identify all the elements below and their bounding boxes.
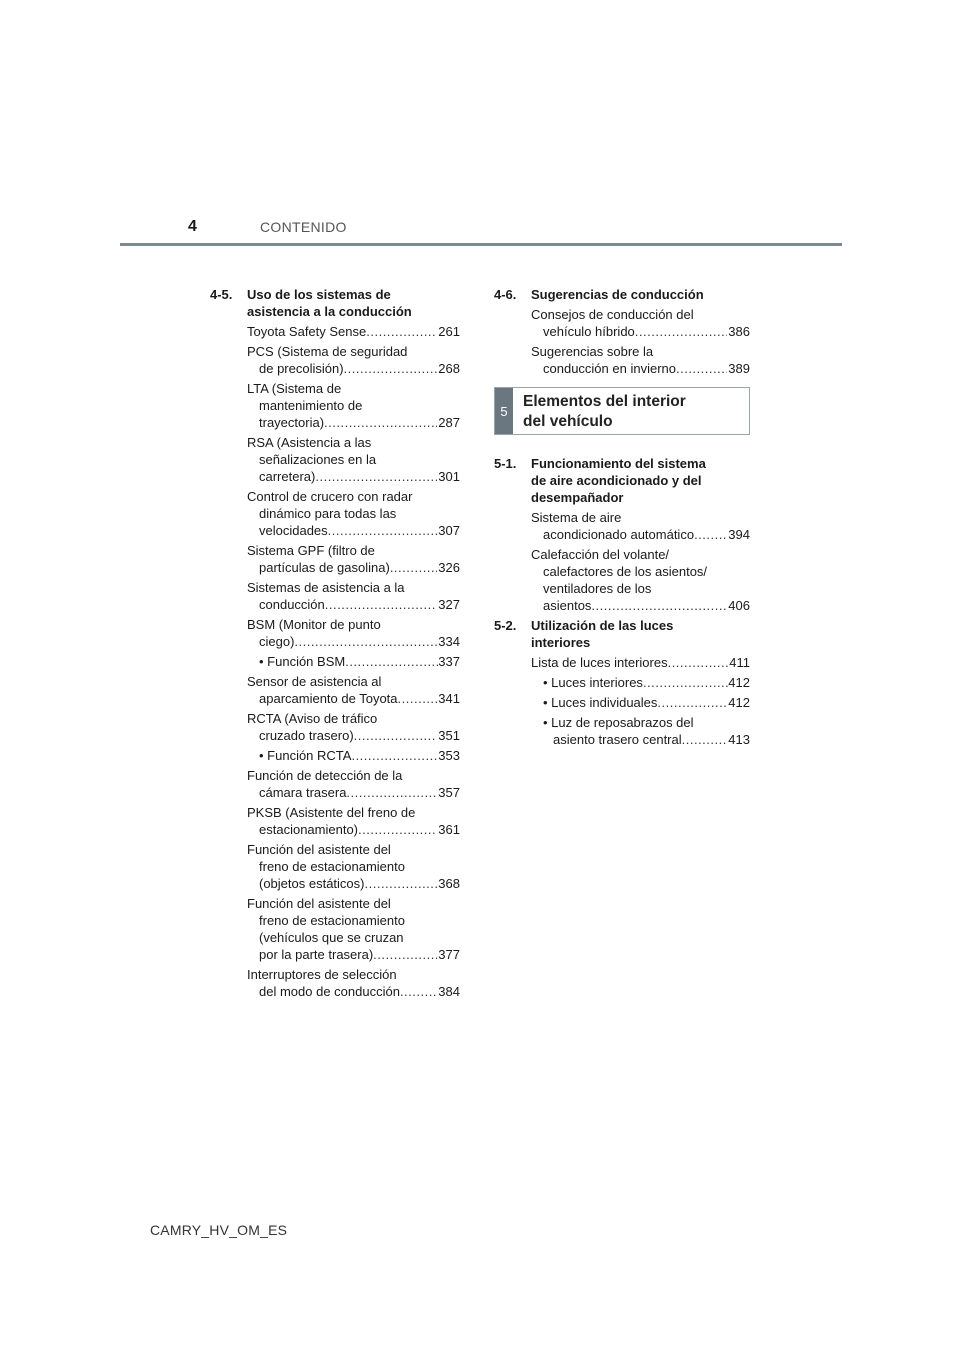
dot-leader — [668, 654, 729, 671]
page-ref: 406 — [728, 598, 750, 613]
dot-leader — [365, 875, 438, 892]
toc-entry-text: Sistema de aire — [531, 510, 622, 525]
page-ref: 412 — [728, 675, 750, 690]
toc-entry[interactable] — [210, 895, 460, 963]
toc-entry-text: de precolisión) — [259, 361, 344, 376]
toc-entry-text: BSM (Monitor de punto — [247, 617, 381, 632]
toc-entry[interactable] — [210, 841, 460, 892]
toc-entry-text: del modo de conducción — [259, 984, 400, 999]
dot-leader — [324, 414, 437, 431]
dot-leader — [346, 784, 437, 801]
section-heading[interactable]: 5-2. Utilización de las luces interiores — [494, 618, 674, 650]
toc-entry-text: RSA (Asistencia a las — [247, 435, 372, 450]
toc-entry-text: Sistemas de asistencia a la — [247, 580, 405, 595]
toc-entry[interactable] — [210, 380, 460, 431]
toc-entry-text: Función del asistente del — [247, 896, 391, 911]
page-ref: 341 — [438, 691, 460, 706]
toc-entry[interactable] — [210, 616, 460, 650]
toc-entry[interactable] — [210, 434, 460, 485]
dot-leader — [400, 983, 437, 1000]
toc-entry-text: (vehículos que se cruzan — [259, 930, 404, 945]
toc-entry-text: cámara trasera — [259, 785, 347, 800]
dot-leader — [294, 633, 437, 650]
page-ref: 412 — [728, 695, 750, 710]
toc-entry[interactable] — [494, 306, 750, 340]
dot-leader — [591, 597, 727, 614]
header-divider — [120, 243, 842, 246]
page-number: 4 — [188, 218, 197, 235]
toc-entry-text: dinámico para todas las — [259, 506, 397, 521]
toc-entry[interactable] — [494, 343, 750, 377]
toc-entry-text: RCTA (Aviso de tráfico — [247, 711, 378, 726]
toc-entry-text: señalizaciones en la — [259, 452, 377, 467]
toc-entry[interactable] — [210, 673, 460, 707]
toc-entry-text: PKSB (Asistente del freno de — [247, 805, 416, 820]
toc-entry-text: cruzado trasero) — [259, 728, 354, 743]
toc-entry-text: vehículo híbrido — [543, 324, 635, 339]
toc-entry[interactable] — [210, 767, 460, 801]
toc-right-column — [494, 286, 750, 751]
dot-leader — [345, 653, 438, 670]
toc-entry-text: asientos — [543, 598, 592, 613]
dot-leader — [354, 727, 438, 744]
page-ref: 353 — [438, 748, 460, 763]
toc-entry-text: trayectoria) — [259, 415, 325, 430]
toc-entry-text: Interruptores de selección — [247, 967, 397, 982]
toc-entry[interactable] — [210, 343, 460, 377]
toc-entry-text: • Función RCTA — [259, 748, 352, 763]
toc-entry[interactable] — [494, 654, 750, 671]
toc-entry-text: Consejos de conducción del — [531, 307, 694, 322]
toc-entry-text: • Función BSM — [259, 654, 346, 669]
dot-leader — [657, 694, 728, 711]
toc-entry-text: Sistema GPF (filtro de — [247, 543, 375, 558]
toc-entry[interactable] — [210, 542, 460, 576]
toc-entry[interactable] — [210, 323, 460, 340]
toc-entry-text: Lista de luces interiores — [531, 655, 668, 670]
toc-entry-text: Toyota Safety Sense — [247, 324, 367, 339]
toc-entry-text: conducción — [259, 597, 325, 612]
toc-entry-text: acondicionado automático — [543, 527, 695, 542]
document-code: CAMRY_HV_OM_ES — [150, 1222, 288, 1238]
page-ref: 386 — [728, 324, 750, 339]
toc-entry-text: ventiladores de los — [543, 581, 652, 596]
toc-subentry[interactable] — [494, 694, 750, 711]
toc-entry-text: LTA (Sistema de — [247, 381, 342, 396]
toc-entry-text: calefactores de los asientos/ — [543, 564, 708, 579]
toc-entry[interactable] — [210, 579, 460, 613]
page-ref: 357 — [438, 785, 460, 800]
toc-entry-text: mantenimiento de — [259, 398, 363, 413]
toc-entry[interactable] — [210, 710, 460, 744]
toc-entry-text: Sensor de asistencia al — [247, 674, 382, 689]
toc-entry-text: freno de estacionamiento — [259, 913, 405, 928]
toc-entry-text: partículas de gasolina) — [259, 560, 390, 575]
page-ref: 307 — [438, 523, 460, 538]
section-heading[interactable]: 5-1. Funcionamiento del sistema de aire acondicionado y del desempañador — [494, 456, 706, 505]
toc-subentry[interactable] — [210, 653, 460, 670]
page-ref: 368 — [438, 876, 460, 891]
toc-entry-text: Calefacción del volante/ — [531, 547, 670, 562]
toc-entry[interactable] — [210, 804, 460, 838]
toc-entry-text: asiento trasero central — [553, 732, 682, 747]
dot-leader — [325, 596, 438, 613]
chapter-number-tab: 5 — [495, 388, 513, 434]
page-ref: 268 — [438, 361, 460, 376]
toc-entry-text: estacionamiento) — [259, 822, 358, 837]
dot-leader — [694, 526, 727, 543]
page-ref: 334 — [438, 634, 460, 649]
dot-leader — [366, 323, 437, 340]
dot-leader — [328, 522, 438, 539]
page-ref: 337 — [438, 654, 460, 669]
chapter-title: Elementos del interior del vehículo — [523, 393, 686, 430]
toc-entry[interactable] — [210, 488, 460, 539]
toc-entry-text: • Luces interiores — [543, 675, 643, 690]
toc-subentry[interactable] — [494, 714, 750, 748]
page-ref: 411 — [729, 655, 750, 670]
toc-subentry[interactable] — [210, 747, 460, 764]
toc-entry-text: PCS (Sistema de seguridad — [247, 344, 408, 359]
page-ref: 326 — [438, 560, 460, 575]
toc-entry-text: Función de detección de la — [247, 768, 403, 783]
toc-entry-text: freno de estacionamiento — [259, 859, 405, 874]
section-heading[interactable]: 4-6. Sugerencias de conducción — [494, 287, 704, 302]
page-header-title: CONTENIDO — [260, 219, 347, 235]
dot-leader — [358, 821, 437, 838]
page-ref: 351 — [438, 728, 460, 743]
page-ref: 361 — [438, 822, 460, 837]
page-ref: 287 — [438, 415, 460, 430]
page-ref: 389 — [728, 361, 750, 376]
toc-entry-text: • Luz de reposabrazos del — [543, 715, 694, 730]
toc-entry-text: • Luces individuales — [543, 695, 658, 710]
page-ref: 301 — [438, 469, 460, 484]
toc-entry[interactable] — [494, 509, 750, 543]
toc-entry-text: Control de crucero con radar — [247, 489, 413, 504]
dot-leader — [682, 731, 729, 748]
toc-entry-text: conducción en invierno — [543, 361, 676, 376]
toc-entry[interactable] — [494, 546, 750, 614]
toc-entry-text: aparcamiento de Toyota — [259, 691, 398, 706]
dot-leader — [351, 747, 438, 764]
dot-leader — [373, 946, 437, 963]
page-ref: 413 — [728, 732, 750, 747]
dot-leader — [635, 323, 728, 340]
dot-leader — [676, 360, 727, 377]
dot-leader — [398, 690, 438, 707]
page-ref: 384 — [438, 984, 460, 999]
toc-entry-text: por la parte trasera) — [259, 947, 374, 962]
toc-entry-text: Función del asistente del — [247, 842, 391, 857]
toc-left-column — [210, 286, 460, 1003]
page-ref: 327 — [438, 597, 460, 612]
section-heading[interactable]: 4-5. Uso de los sistemas de asistencia a la conducción — [210, 287, 412, 319]
toc-entry-text: (objetos estáticos) — [259, 876, 365, 891]
toc-entry-text: velocidades — [259, 523, 328, 538]
dot-leader — [643, 674, 728, 691]
toc-entry[interactable] — [210, 966, 460, 1000]
dot-leader — [390, 559, 437, 576]
dot-leader — [315, 468, 437, 485]
dot-leader — [344, 360, 438, 377]
toc-entry-text: Sugerencias sobre la — [531, 344, 654, 359]
toc-entry-text: carretera) — [259, 469, 316, 484]
page-ref: 261 — [438, 324, 460, 339]
toc-subentry[interactable] — [494, 674, 750, 691]
page-ref: 394 — [728, 527, 750, 542]
chapter-heading-box[interactable] — [494, 387, 750, 435]
page-ref: 377 — [438, 947, 460, 962]
toc-entry-text: ciego) — [259, 634, 295, 649]
